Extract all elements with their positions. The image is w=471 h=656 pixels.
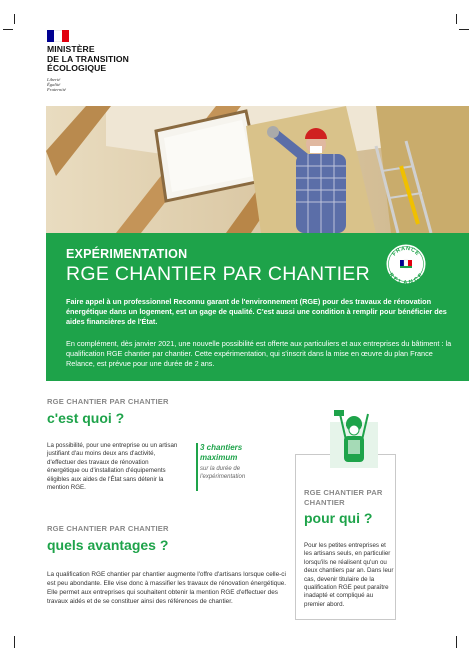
banner-kicker: EXPÉRIMENTATION xyxy=(66,247,188,261)
ministry-name: MINISTÈRE DE LA TRANSITION ÉCOLOGIQUE xyxy=(47,44,129,73)
callout-subtext: sur la durée de l'expérimentation xyxy=(200,466,246,480)
svg-text:FRANCE: FRANCE xyxy=(391,245,421,258)
page-title: RGE CHANTIER PAR CHANTIER xyxy=(66,263,370,285)
crop-mark xyxy=(14,14,15,24)
callout-bar xyxy=(196,443,198,491)
section-body-what: La possibilité, pour une entreprise ou un artisan justifiant d'au moins deux ans d'activité, d'effectuer des travaux de rénovation énergétique ou d'installation d'équipements éligibles aux aides de l'État sans détenir la mention RGE. xyxy=(47,442,178,492)
crop-mark xyxy=(3,29,13,30)
crop-mark xyxy=(456,14,457,24)
svg-text:RELANCE: RELANCE xyxy=(387,272,425,285)
intro-paragraph: En complément, dès janvier 2021, une nouvelle possibilité est offerte aux particuliers et aux entreprises du bâtiment : la qualification RGE chantier par chantier. Cette expérimentation, qui s'inscrit dans la mise en œuvre du plan France Relance, est prévue pour une durée de 2 ans. xyxy=(66,339,452,369)
section-title-advantages: quels avantages ? xyxy=(47,537,169,553)
worker-illustration-icon xyxy=(330,410,378,468)
who-box xyxy=(295,454,396,620)
worker-insulating-attic-image xyxy=(46,106,469,233)
ministry-logo xyxy=(47,30,129,92)
section-title-what: c'est quoi ? xyxy=(47,410,125,426)
section-title-who: pour qui ? xyxy=(304,510,373,526)
france-relance-badge-icon xyxy=(385,243,427,285)
callout-number: 3 chantiers maximum xyxy=(200,443,243,462)
crop-mark xyxy=(14,636,15,648)
section-kicker: RGE CHANTIER PAR CHANTIER xyxy=(47,397,169,406)
hero-photo xyxy=(46,106,469,233)
section-kicker: RGE CHANTIER PAR CHANTIER xyxy=(304,488,383,507)
section-kicker: RGE CHANTIER PAR CHANTIER xyxy=(47,524,169,533)
republic-motto: Liberté Égalité Fraternité xyxy=(47,76,66,93)
section-body-who: Pour les petites entreprises et les artisans seuls, en particulier lorsqu'ils ne réalisent qu'un ou deux chantiers par an. Dans leur cas, devenir titulaire de la qualification RGE peut paraître inadapté et compliqué au premier abord. xyxy=(304,542,394,608)
crop-mark xyxy=(459,29,469,30)
intro-banner xyxy=(46,233,469,381)
section-body-advantages: La qualification RGE chantier par chantier augmente l'offre d'artisans lorsque celle-ci est peu abondante. Elle vise donc à massifier les travaux de rénovation énergétique. Elle permet aux entreprises qui souhaitent obtenir la mention RGE d'effectuer des travaux aidés et de se constituer ainsi des références de chantier. xyxy=(47,571,287,605)
crop-mark xyxy=(456,636,457,648)
french-flag-icon xyxy=(47,30,69,42)
intro-bold-paragraph: Faire appel à un professionnel Reconnu garant de l'environnement (RGE) pour des travaux de rénovation énergétique dans un logement, est un gage de qualité. C'est aussi une condition à remplir pour bénéficier des aides financières de l'État. xyxy=(66,297,447,327)
